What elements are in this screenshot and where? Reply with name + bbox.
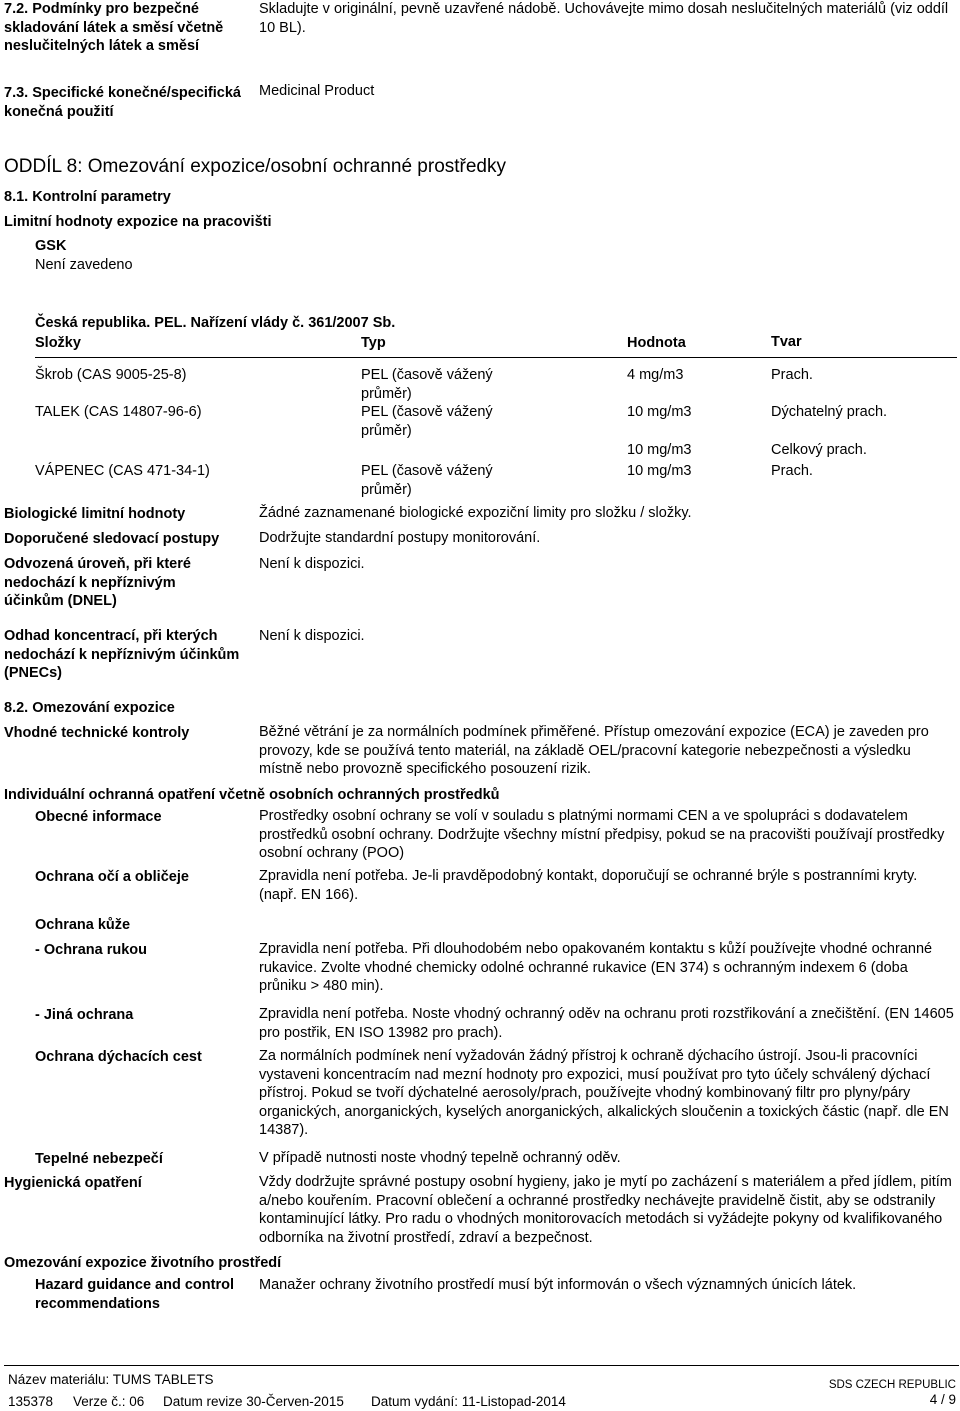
sec72-text: Skladujte v originální, pevně uzavřené nádobě. Uchovávejte mimo dosah neslučitelných materiálů (viz oddíl 10 BL). [259, 1, 949, 36]
engineering-label: Vhodné technické kontroly [4, 725, 190, 741]
table-header-rule [35, 357, 957, 358]
skin-label: Ochrana kůže [35, 917, 131, 933]
footer-doc: SDS CZECH REPUBLIC [828, 1379, 956, 1391]
bio-label: Biologické limitní hodnoty [4, 506, 186, 522]
other-text: Zpravidla není potřeba. Noste vhodný ochranný oděv na ochranu proti rozstřikování a znečištění. (EN 14605 pro postřik, EN ISO 13982 pro prach). [259, 1006, 954, 1041]
footer-rule [4, 1365, 959, 1366]
footer-page: 4 / 9 [929, 1392, 956, 1407]
hands-text: Zpravidla není potřeba. Při dlouhodobém nebo opakovaném kontaktu s kůží používejte vhodné ochranné rukavice. Zvolte vhodné chemicky odolné ochranné rukavice (EN 374) s ochranným indexem 6 (doba průniku > 480 min). [259, 941, 933, 994]
row-value: 10 mg/m3 [627, 463, 692, 479]
eyes-label: Ochrana očí a obličeje [35, 869, 189, 885]
respiratory-text: Za normálních podmínek není vyžadován žádný přístroj k ochraně dýchacího ústrojí. Jsou-li pracovníci vystaveni koncentracím nad mezní hodnoty pro expozici, musí používat pro tyto účely schválený dýchací přístroj. Pokud se tvoří dýchatelné aerosoly/prach, používejte vhodný kombinovaný filtr pro plyny/páry organických, anorganických, kyselých anorganických, alkalických sloučenin a toxických částic (např. dle EN 14387). [259, 1048, 949, 1138]
sec72-label: 7.2. Podmínky pro bezpečné skladování látek a směsí včetně neslučitelných látek a směsí [4, 1, 224, 54]
hands-label: - Ochrana rukou [35, 942, 147, 958]
sec73-text: Medicinal Product [259, 83, 375, 99]
hygiene-text: Vždy dodržujte správné postupy osobní hygieny, jako je mytí po zacházení s materiálem a před jídlem, pitím a/nebo kouřením. Pracovní oblečení a ochranné prostředky nechávejte pravidelně čistit, aby se odstranily kontaminující látky. Pro radu o vhodných monitorovacích metodách si vyžádejte pokyny od kvalifikovaného odborníka na životní prostředí, zdraví a bezpečnost. [259, 1174, 952, 1246]
monitor-label: Doporučené sledovací postupy [4, 531, 220, 547]
row-type: PEL (časově vážený průměr) [361, 404, 493, 439]
general-text: Prostředky osobní ochrany se volí v souladu s platnými normami CEN a ve spolupráci s dodavatelem prostředků osobní ochrany. Dodržujte všechny místní předpisy, pokud se na pracovišti používají prostředky osobní ochrany (POO) [259, 808, 945, 861]
row-value: 10 mg/m3 [627, 442, 692, 458]
section8-title: ODDÍL 8: Omezování expozice/osobní ochranné prostředky [4, 156, 506, 177]
footer-material: Název materiálu: TUMS TABLETS [8, 1372, 214, 1387]
dnel-label: Odvozená úroveň, při které nedochází k nepříznivým účinkům (DNEL) [4, 556, 191, 609]
sec82-title: 8.2. Omezování expozice [4, 700, 175, 716]
sec73-label: 7.3. Specifické konečné/specifická konečná použití [4, 85, 241, 120]
row-form: Prach. [771, 463, 813, 479]
hygiene-label: Hygienická opatření [4, 1175, 142, 1191]
row-value: 10 mg/m3 [627, 404, 692, 420]
eyes-text: Zpravidla není potřeba. Je-li pravděpodobný kontakt, doporučují se ochranné brýle s postranními kryty. (např. EN 166). [259, 868, 918, 903]
monitor-text: Dodržujte standardní postupy monitorování. [259, 530, 541, 546]
pnec-text: Není k dispozici. [259, 628, 365, 644]
footer-revision: Datum revize 30-Červen-2015 [163, 1394, 344, 1409]
gsk-name: GSK [35, 238, 67, 254]
engineering-text: Běžné větrání je za normálních podmínek přiměřené. Přístup omezování expozice (ECA) je zaveden pro provozy, kde se používá tento materiál, na základě OEL/pracovní kategorie nebezpečnosti a výsledku místně nebo provozně specifického posouzení rizik. [259, 724, 929, 777]
ppe-title: Individuální ochranná opatření včetně osobních ochranných prostředků [4, 787, 500, 803]
row-type: PEL (časově vážený průměr) [361, 463, 493, 498]
table-header-component: Složky [35, 335, 81, 351]
hazard-label: Hazard guidance and control recommendations [35, 1277, 234, 1312]
footer-id: 135378 [8, 1394, 54, 1409]
row-component: VÁPENEC (CAS 471-34-1) [35, 463, 210, 479]
row-type: PEL (časově vážený průměr) [361, 367, 493, 402]
other-label: - Jiná ochrana [35, 1007, 134, 1023]
thermal-text: V případě nutnosti noste vhodný tepelně ochranný oděv. [259, 1150, 621, 1166]
env-title: Omezování expozice životního prostředí [4, 1255, 282, 1271]
row-form: Dýchatelný prach. [771, 404, 888, 420]
table-header-value: Hodnota [627, 335, 686, 351]
table-header-form: Tvar [771, 334, 802, 350]
sec81-title: 8.1. Kontrolní parametry [4, 189, 171, 205]
bio-text: Žádné zaznamenané biologické expoziční limity pro složku / složky. [259, 505, 692, 521]
pnec-label: Odhad koncentrací, při kterých nedochází k nepříznivým účinkům (PNECs) [4, 628, 240, 681]
thermal-label: Tepelné nebezpečí [35, 1151, 163, 1167]
row-form: Celkový prach. [771, 442, 867, 458]
respiratory-label: Ochrana dýchacích cest [35, 1049, 202, 1065]
row-component: Škrob (CAS 9005-25-8) [35, 367, 187, 383]
footer-issue: Datum vydání: 11-Listopad-2014 [371, 1394, 566, 1409]
dnel-text: Není k dispozici. [259, 556, 365, 572]
general-label: Obecné informace [35, 809, 162, 825]
gsk-value: Není zavedeno [35, 257, 133, 273]
limits-title: Limitní hodnoty expozice na pracovišti [4, 214, 272, 230]
row-value: 4 mg/m3 [627, 367, 684, 383]
table-header-type: Typ [361, 335, 386, 351]
hazard-text: Manažer ochrany životního prostředí musí být informován o všech významných únicích látek. [259, 1277, 857, 1293]
regulation-title: Česká republika. PEL. Nařízení vlády č. 361/2007 Sb. [35, 315, 396, 331]
row-component: TALEK (CAS 14807-96-6) [35, 404, 202, 420]
row-form: Prach. [771, 367, 813, 383]
footer-version: Verze č.: 06 [73, 1394, 145, 1409]
